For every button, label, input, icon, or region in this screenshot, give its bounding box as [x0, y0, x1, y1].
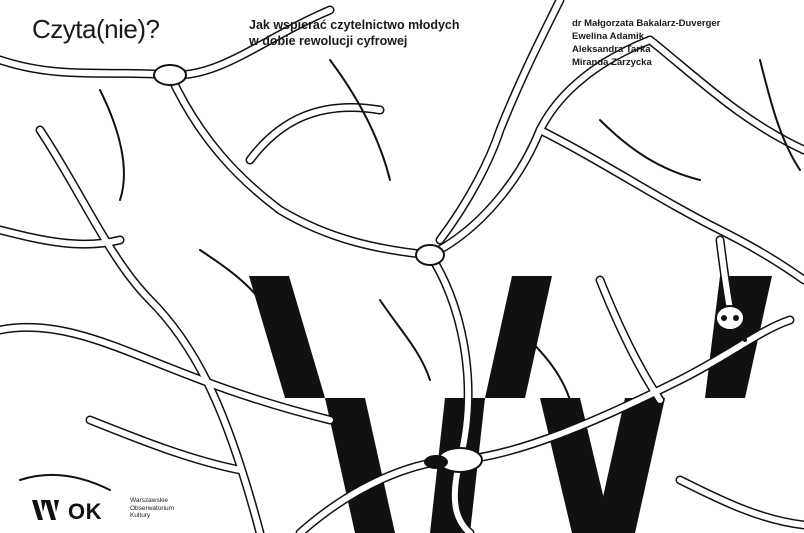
author-name: Miranda Zarzycka [572, 57, 652, 68]
logo-wordmark: OK [68, 499, 102, 524]
subtitle-line: w dobie rewolucji cyfrowej [249, 34, 408, 48]
author-name: Aleksandra Tarka [572, 44, 651, 55]
book-title: Czyta(nie)? [32, 14, 160, 44]
org-line: Warszawskie [130, 497, 169, 504]
w-mark-icon [32, 496, 68, 522]
author-name: Ewelina Adamik [572, 31, 644, 42]
org-line: Kultury [130, 512, 151, 519]
logo-org-name [130, 497, 220, 520]
subtitle-line: Jak wspierać czytelnictwo młodych [249, 18, 460, 32]
book-subtitle [249, 17, 509, 49]
large-w-emblem [249, 276, 772, 533]
org-line: Obserwatorium [130, 504, 175, 512]
author-list [572, 17, 802, 69]
author-name: dr Małgorzata Bakalarz-Duverger [572, 18, 721, 29]
